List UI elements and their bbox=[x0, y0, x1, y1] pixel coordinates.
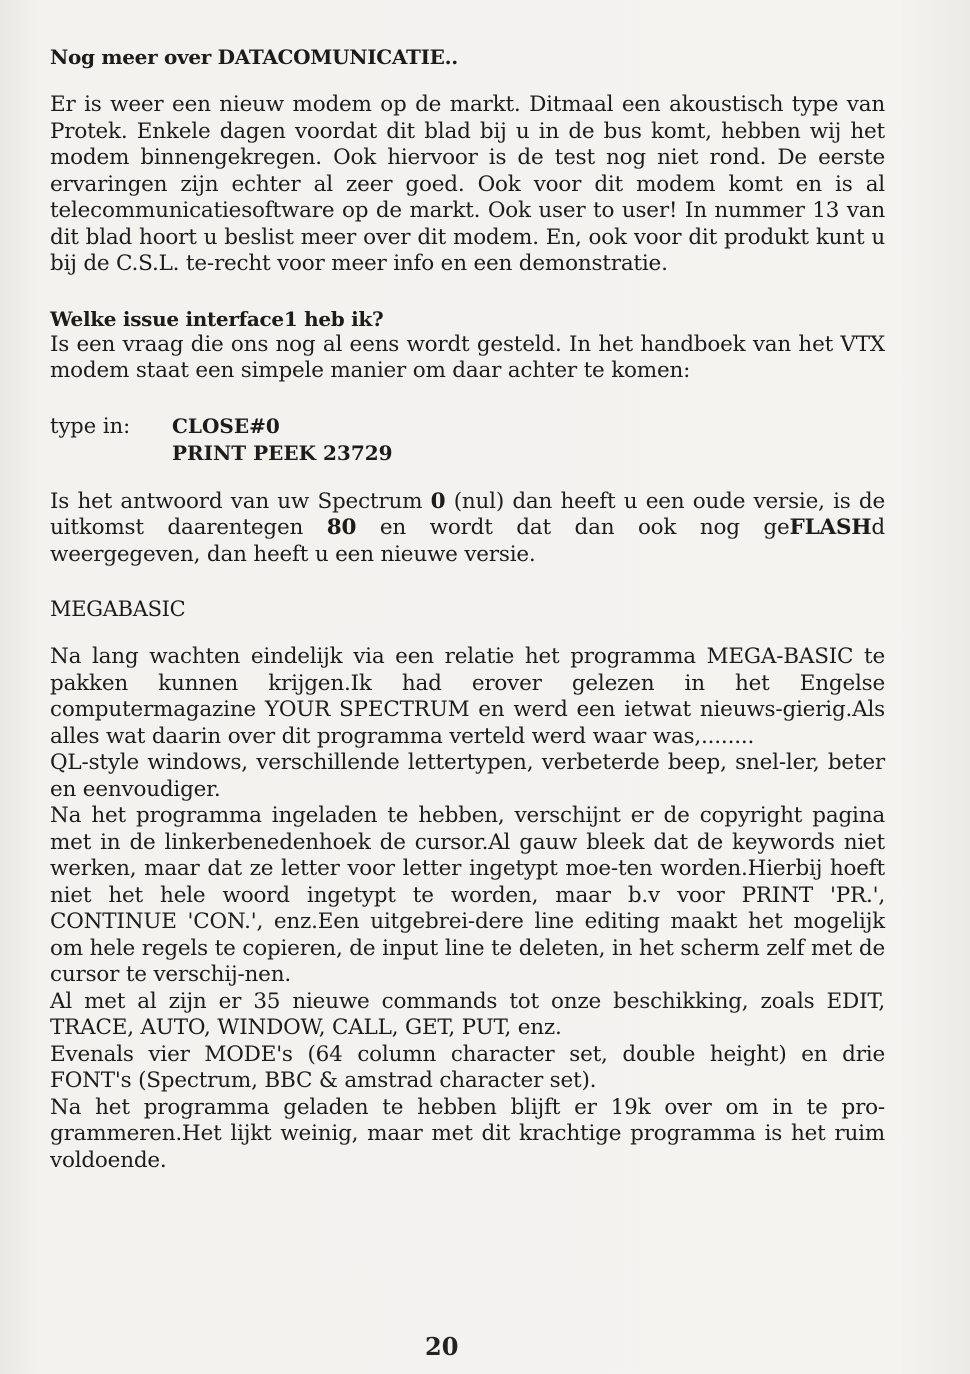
megabasic-paragraph: Na het programma ingeladen te hebben, verschijnt er de copyright pagina met in de linkerbenedenhoek de cursor.Al gauw bleek dat de keywords niet werken, maar dat ze letter voor letter ingetypt moe-ten worden.Hierbij hoeft niet het hele woord ingetypt te worden, maar b.v voor PRINT 'PR.', CONTINUE 'CON.', enz.Een uitgebrei-dere line editing maakt het mogelijk om hele regels te copieren, de input line te deleten, in het scherm zelf met de cursor te verschij-nen. bbox=[50, 803, 885, 987]
result-text: en wordt dat dan ook nog ge bbox=[356, 515, 790, 540]
result-text: Is het antwoord van uw Spectrum bbox=[50, 488, 431, 514]
result-text: (nul) dan heeft u een oude versie, is de uitkomst daarentegen bbox=[50, 488, 886, 540]
section-paragraph-modem: Er is weer een nieuw modem op de markt. Ditmaal een akoustisch type van Protek. Enkele dagen voordat dit blad bij u in de bus komt, hebben wij het modem binnengekregen. Ook hiervoor is de test nog niet rond. De eerste ervaringen zijn echter al zeer goed. Ook voor dit modem komt en is al telecommunicatiesoftware op de markt. Ook user to user! In nummer 13 van dit blad hoort u beslist meer over dit modem. En, ook voor dit produkt kunt u bij de C.S.L. te-recht voor meer info en een demonstratie. bbox=[50, 92, 885, 276]
code-line: PRINT PEEK 23729 bbox=[172, 440, 393, 465]
result-text: d weergegeven, dan heeft u een nieuwe versie. bbox=[50, 515, 885, 567]
section-heading-megabasic: MEGABASIC bbox=[50, 597, 186, 621]
section-heading-datacommunicatie: Nog meer over DATACOMUNICATIE.. bbox=[50, 45, 458, 69]
megabasic-paragraph: Evenals vier MODE's (64 column character set, double height) en drie FONT's (Spectrum, BBC & amstrad character set). bbox=[50, 1041, 885, 1093]
code-example bbox=[50, 413, 885, 467]
megabasic-paragraph: Na lang wachten eindelijk via een relatie het programma MEGA-BASIC te pakken kunnen krijgen.Ik had erover gelezen in het Engelse computermagazine YOUR SPECTRUM en werd een ietwat nieuws-gierig.Als alles wat daarin over dit programma verteld werd waar was,........ bbox=[50, 644, 885, 749]
result-value-eighty: 80 bbox=[326, 515, 357, 540]
result-flash-word: FLASH bbox=[789, 515, 872, 540]
result-value-zero: 0 bbox=[430, 488, 446, 514]
megabasic-paragraph: QL-style windows, verschillende lettertypen, verbeterde beep, snel-ler, beter en eenvoudiger. bbox=[50, 750, 885, 802]
section-heading-interface: Welke issue interface1 heb ik? bbox=[50, 306, 384, 331]
page-number: 20 bbox=[425, 1332, 459, 1361]
code-label: type in: bbox=[50, 413, 131, 438]
megabasic-paragraph: Na het programma geladen te hebben blijft er 19k over om in te pro-grammeren.Het lijkt weinig, maar met dit krachtige programma is het ruim voldoende. bbox=[50, 1094, 885, 1173]
section-paragraph-interface-result bbox=[50, 489, 885, 569]
section-paragraph-interface-intro: Is een vraag die ons nog al eens wordt gesteld. In het handboek van het VTX modem staat een simpele manier om daar achter te komen: bbox=[50, 331, 885, 383]
code-lines bbox=[172, 413, 393, 467]
megabasic-paragraph: Al met al zijn er 35 nieuwe commands tot onze beschikking, zoals EDIT, TRACE, AUTO, WINDOW, CALL, GET, PUT, enz. bbox=[50, 988, 885, 1040]
article-content bbox=[50, 44, 885, 1174]
code-line: CLOSE#0 bbox=[172, 413, 280, 438]
